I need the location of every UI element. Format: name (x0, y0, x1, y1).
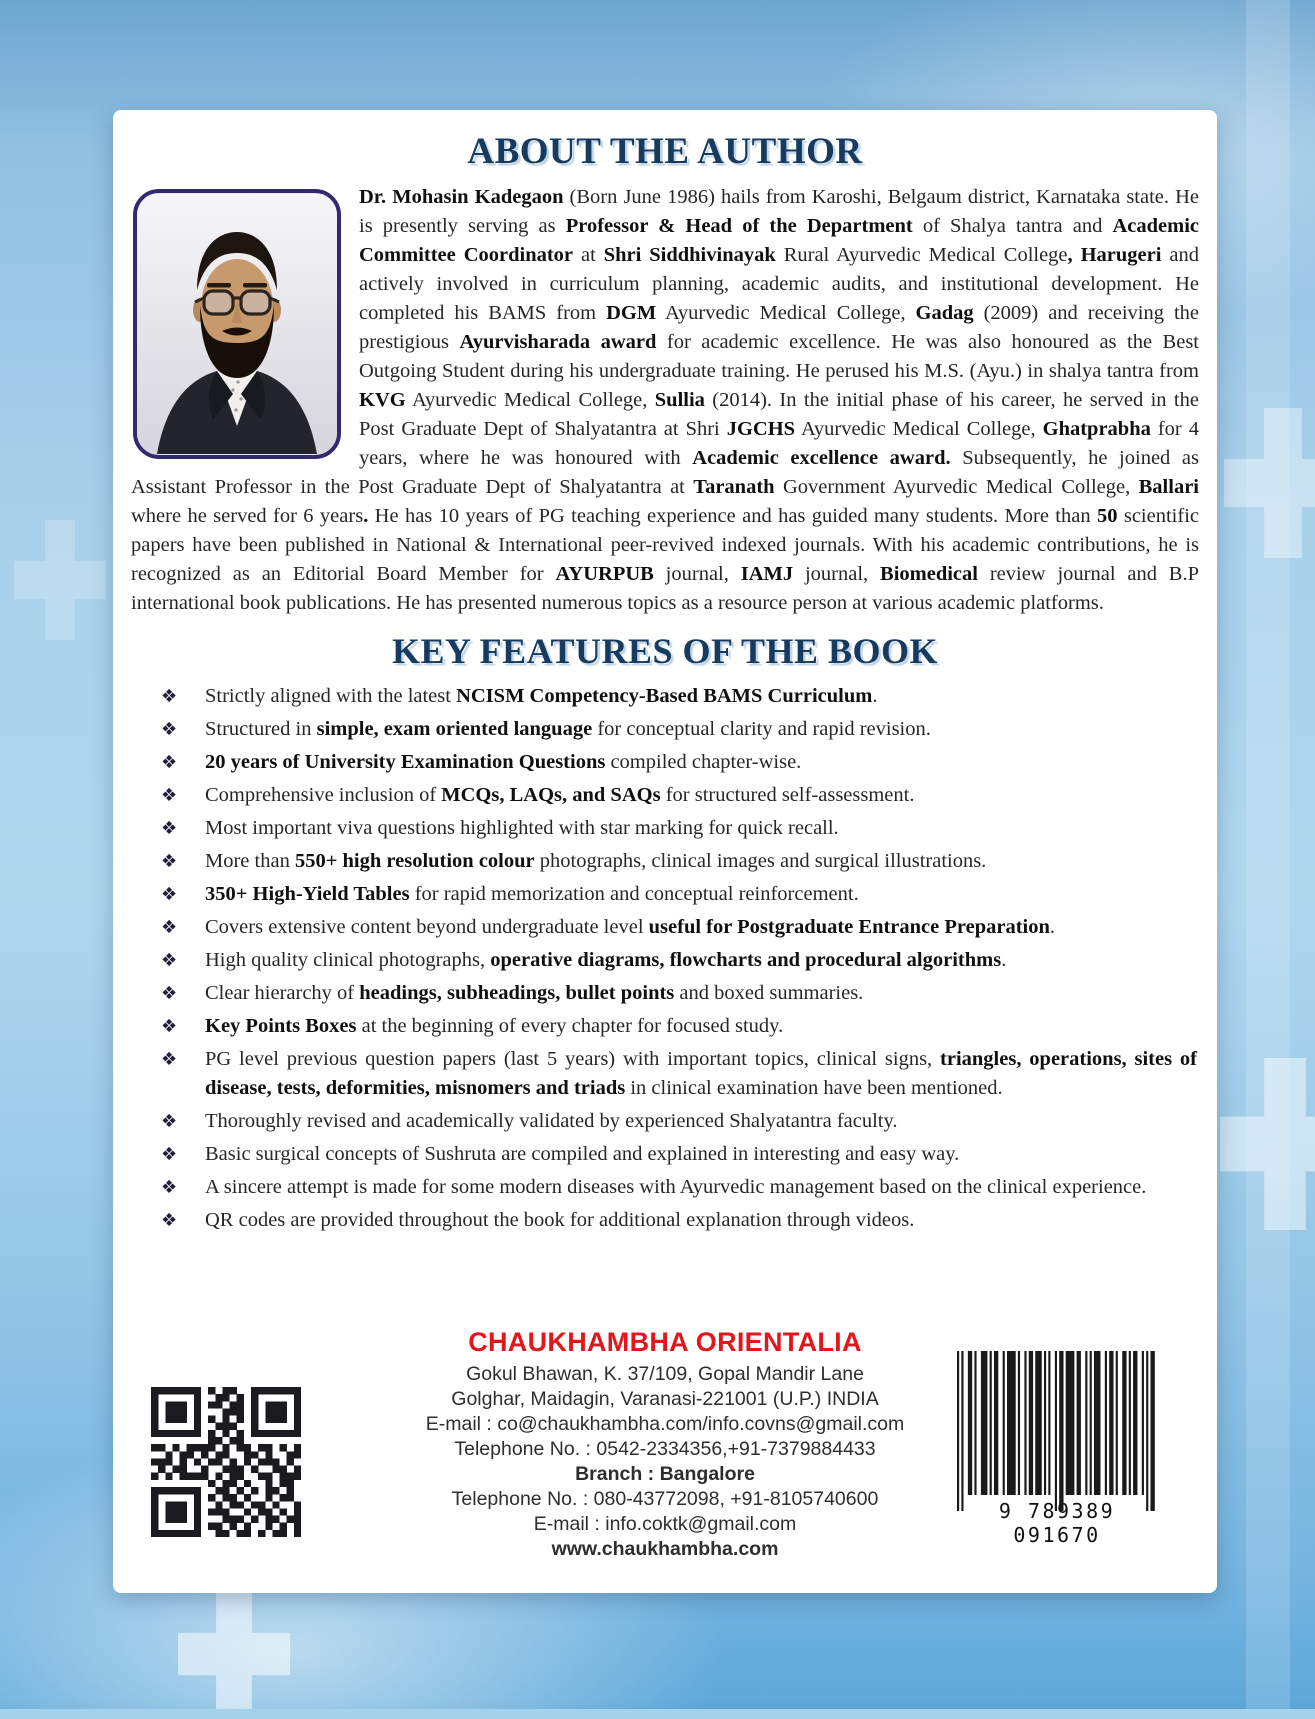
diamond-bullet-icon: ❖ (161, 719, 178, 740)
publisher-line: Telephone No. : 080-43772098, +91-8105740600 (451, 1488, 879, 1510)
bottom-strip (0, 1709, 1315, 1719)
publisher-name: CHAUKHAMBHA ORIENTALIA (468, 1327, 862, 1357)
diamond-bullet-icon: ❖ (161, 752, 178, 773)
medical-cross-icon (1220, 1058, 1315, 1230)
feature-text: A sincere attempt is made for some modern diseases with Ayurvedic management based on the clinical experience. (205, 1176, 1147, 1198)
key-features-heading: KEY FEATURES OF THE BOOK (391, 631, 939, 671)
feature-text: Clear hierarchy of headings, subheadings, bullet points and boxed summaries. (205, 982, 864, 1004)
diamond-bullet-icon: ❖ (161, 851, 178, 872)
feature-item (157, 1107, 1197, 1136)
feature-item (157, 1173, 1197, 1202)
author-photo (133, 189, 341, 459)
qr-code (151, 1387, 301, 1537)
feature-item (157, 715, 1197, 744)
feature-text: PG level previous question papers (last 5 years) with important topics, clinical signs, triangles, operations, sites of disease, tests, deformities, misnomers and triads in clinical examination have been mentioned. (205, 1048, 1198, 1099)
feature-text: Covers extensive content beyond undergraduate level useful for Postgraduate Entrance Preparation. (205, 916, 1056, 938)
feature-text: 20 years of University Examination Questions compiled chapter-wise. (205, 751, 802, 773)
feature-text: Structured in simple, exam oriented language for conceptual clarity and rapid revision. (205, 718, 931, 740)
feature-item (157, 748, 1197, 777)
about-author-heading: ABOUT THE AUTHOR (467, 131, 863, 172)
diamond-bullet-icon: ❖ (161, 983, 178, 1004)
feature-item (157, 1206, 1197, 1235)
feature-text: 350+ High-Yield Tables for rapid memorization and conceptual reinforcement. (205, 883, 859, 905)
feature-item (157, 1140, 1197, 1169)
isbn-barcode (951, 1347, 1163, 1547)
diamond-bullet-icon: ❖ (161, 686, 178, 707)
diamond-bullet-icon: ❖ (161, 785, 178, 806)
publisher-line: Telephone No. : 0542-2334356,+91-7379884433 (454, 1438, 876, 1460)
feature-item (157, 913, 1197, 942)
isbn-digits: 9 789389 091670 (998, 1499, 1116, 1547)
publisher-line: Gokul Bhawan, K. 37/109, Gopal Mandir Lane (466, 1363, 864, 1385)
publisher-block (345, 1327, 985, 1562)
feature-item (157, 946, 1197, 975)
feature-item (157, 880, 1197, 909)
feature-item (157, 814, 1197, 843)
feature-text: Most important viva questions highlighted with star marking for quick recall. (205, 817, 839, 839)
feature-item (157, 1012, 1197, 1041)
footer (113, 1325, 1217, 1569)
author-portrait-illustration (137, 193, 337, 455)
features-list (131, 682, 1199, 1235)
diamond-bullet-icon: ❖ (161, 1049, 178, 1070)
diamond-bullet-icon: ❖ (161, 884, 178, 905)
content-card (113, 110, 1217, 1593)
feature-text: QR codes are provided throughout the book for additional explanation through videos. (205, 1209, 915, 1231)
medical-cross-icon (14, 520, 106, 640)
feature-text: Basic surgical concepts of Sushruta are compiled and explained in interesting and easy way. (205, 1143, 960, 1165)
diamond-bullet-icon: ❖ (161, 1111, 178, 1132)
feature-item (157, 682, 1197, 711)
diamond-bullet-icon: ❖ (161, 818, 178, 839)
diamond-bullet-icon: ❖ (161, 1144, 178, 1165)
diamond-bullet-icon: ❖ (161, 1177, 178, 1198)
diamond-bullet-icon: ❖ (161, 917, 178, 938)
feature-text: Comprehensive inclusion of MCQs, LAQs, and SAQs for structured self-assessment. (205, 784, 915, 806)
feature-text: Strictly aligned with the latest NCISM Competency-Based BAMS Curriculum. (205, 685, 878, 707)
feature-text: More than 550+ high resolution colour photographs, clinical images and surgical illustrations. (205, 850, 987, 872)
medical-cross-icon (178, 1588, 290, 1719)
diamond-bullet-icon: ❖ (161, 1210, 178, 1231)
publisher-line: Branch : Bangalore (575, 1463, 755, 1485)
publisher-lines (345, 1362, 985, 1562)
feature-text: Key Points Boxes at the beginning of every chapter for focused study. (205, 1015, 784, 1037)
medical-cross-icon (1224, 408, 1315, 558)
feature-item (157, 847, 1197, 876)
feature-item (157, 1045, 1197, 1103)
publisher-line: www.chaukhambha.com (551, 1538, 779, 1560)
author-bio: Dr. Mohasin Kadegaon (Born June 1986) hails from Karoshi, Belgaum district, Karnataka state. He is presently serving as Professor & Head of the Department of Shalya tantra and Academic Committee Coordinator at Shri Siddhivinayak Rural Ayurvedic Medical College, Harugeri and actively involved in curriculum planning, academic audits, and institutional development. He completed his BAMS from DGM Ayurvedic Medical College, Gadag (2009) and receiving the prestigious Ayurvisharada award for academic excellence. He was also honoured as the Best Outgoing Student during his undergraduate training. He perused his M.S. (Ayu.) in shalya tantra from KVG Ayurvedic Medical College, Sullia (2014). In the initial phase of his career, he served in the Post Graduate Dept of Shalyatantra at Shri JGCHS Ayurvedic Medical College, Ghatprabha for 4 years, where he was honoured with Academic excellence award. Subsequently, he joined as Assistant Professor in the Post Graduate Dept of Shalyatantra at Taranath Government Ayurvedic Medical College, Ballari where he served for 6 years. He has 10 years of PG teaching experience and has guided many students. More than 50 scientific papers have been published in National & International peer-revived indexed journals. With his academic contributions, he is recognized as an Editorial Board Member for AYURPUB journal, IAMJ journal, Biomedical review journal and B.P international book publications. He has presented numerous topics as a resource person at various academic platforms. (131, 186, 1200, 614)
publisher-line: E-mail : co@chaukhambha.com/info.covns@gmail.com (425, 1413, 905, 1435)
qr-code-graphic (151, 1387, 301, 1537)
background-band (1246, 0, 1290, 1719)
publisher-line: E-mail : info.coktk@gmail.com (533, 1513, 797, 1535)
publisher-line: Golghar, Maidagin, Varanasi-221001 (U.P.) INDIA (451, 1388, 879, 1410)
barcode-graphic (951, 1347, 1163, 1515)
diamond-bullet-icon: ❖ (161, 1016, 178, 1037)
feature-item (157, 781, 1197, 810)
feature-text: High quality clinical photographs, operative diagrams, flowcharts and procedural algorithms. (205, 949, 1007, 971)
feature-item (157, 979, 1197, 1008)
feature-text: Thoroughly revised and academically validated by experienced Shalyatantra faculty. (205, 1110, 898, 1132)
diamond-bullet-icon: ❖ (161, 950, 178, 971)
